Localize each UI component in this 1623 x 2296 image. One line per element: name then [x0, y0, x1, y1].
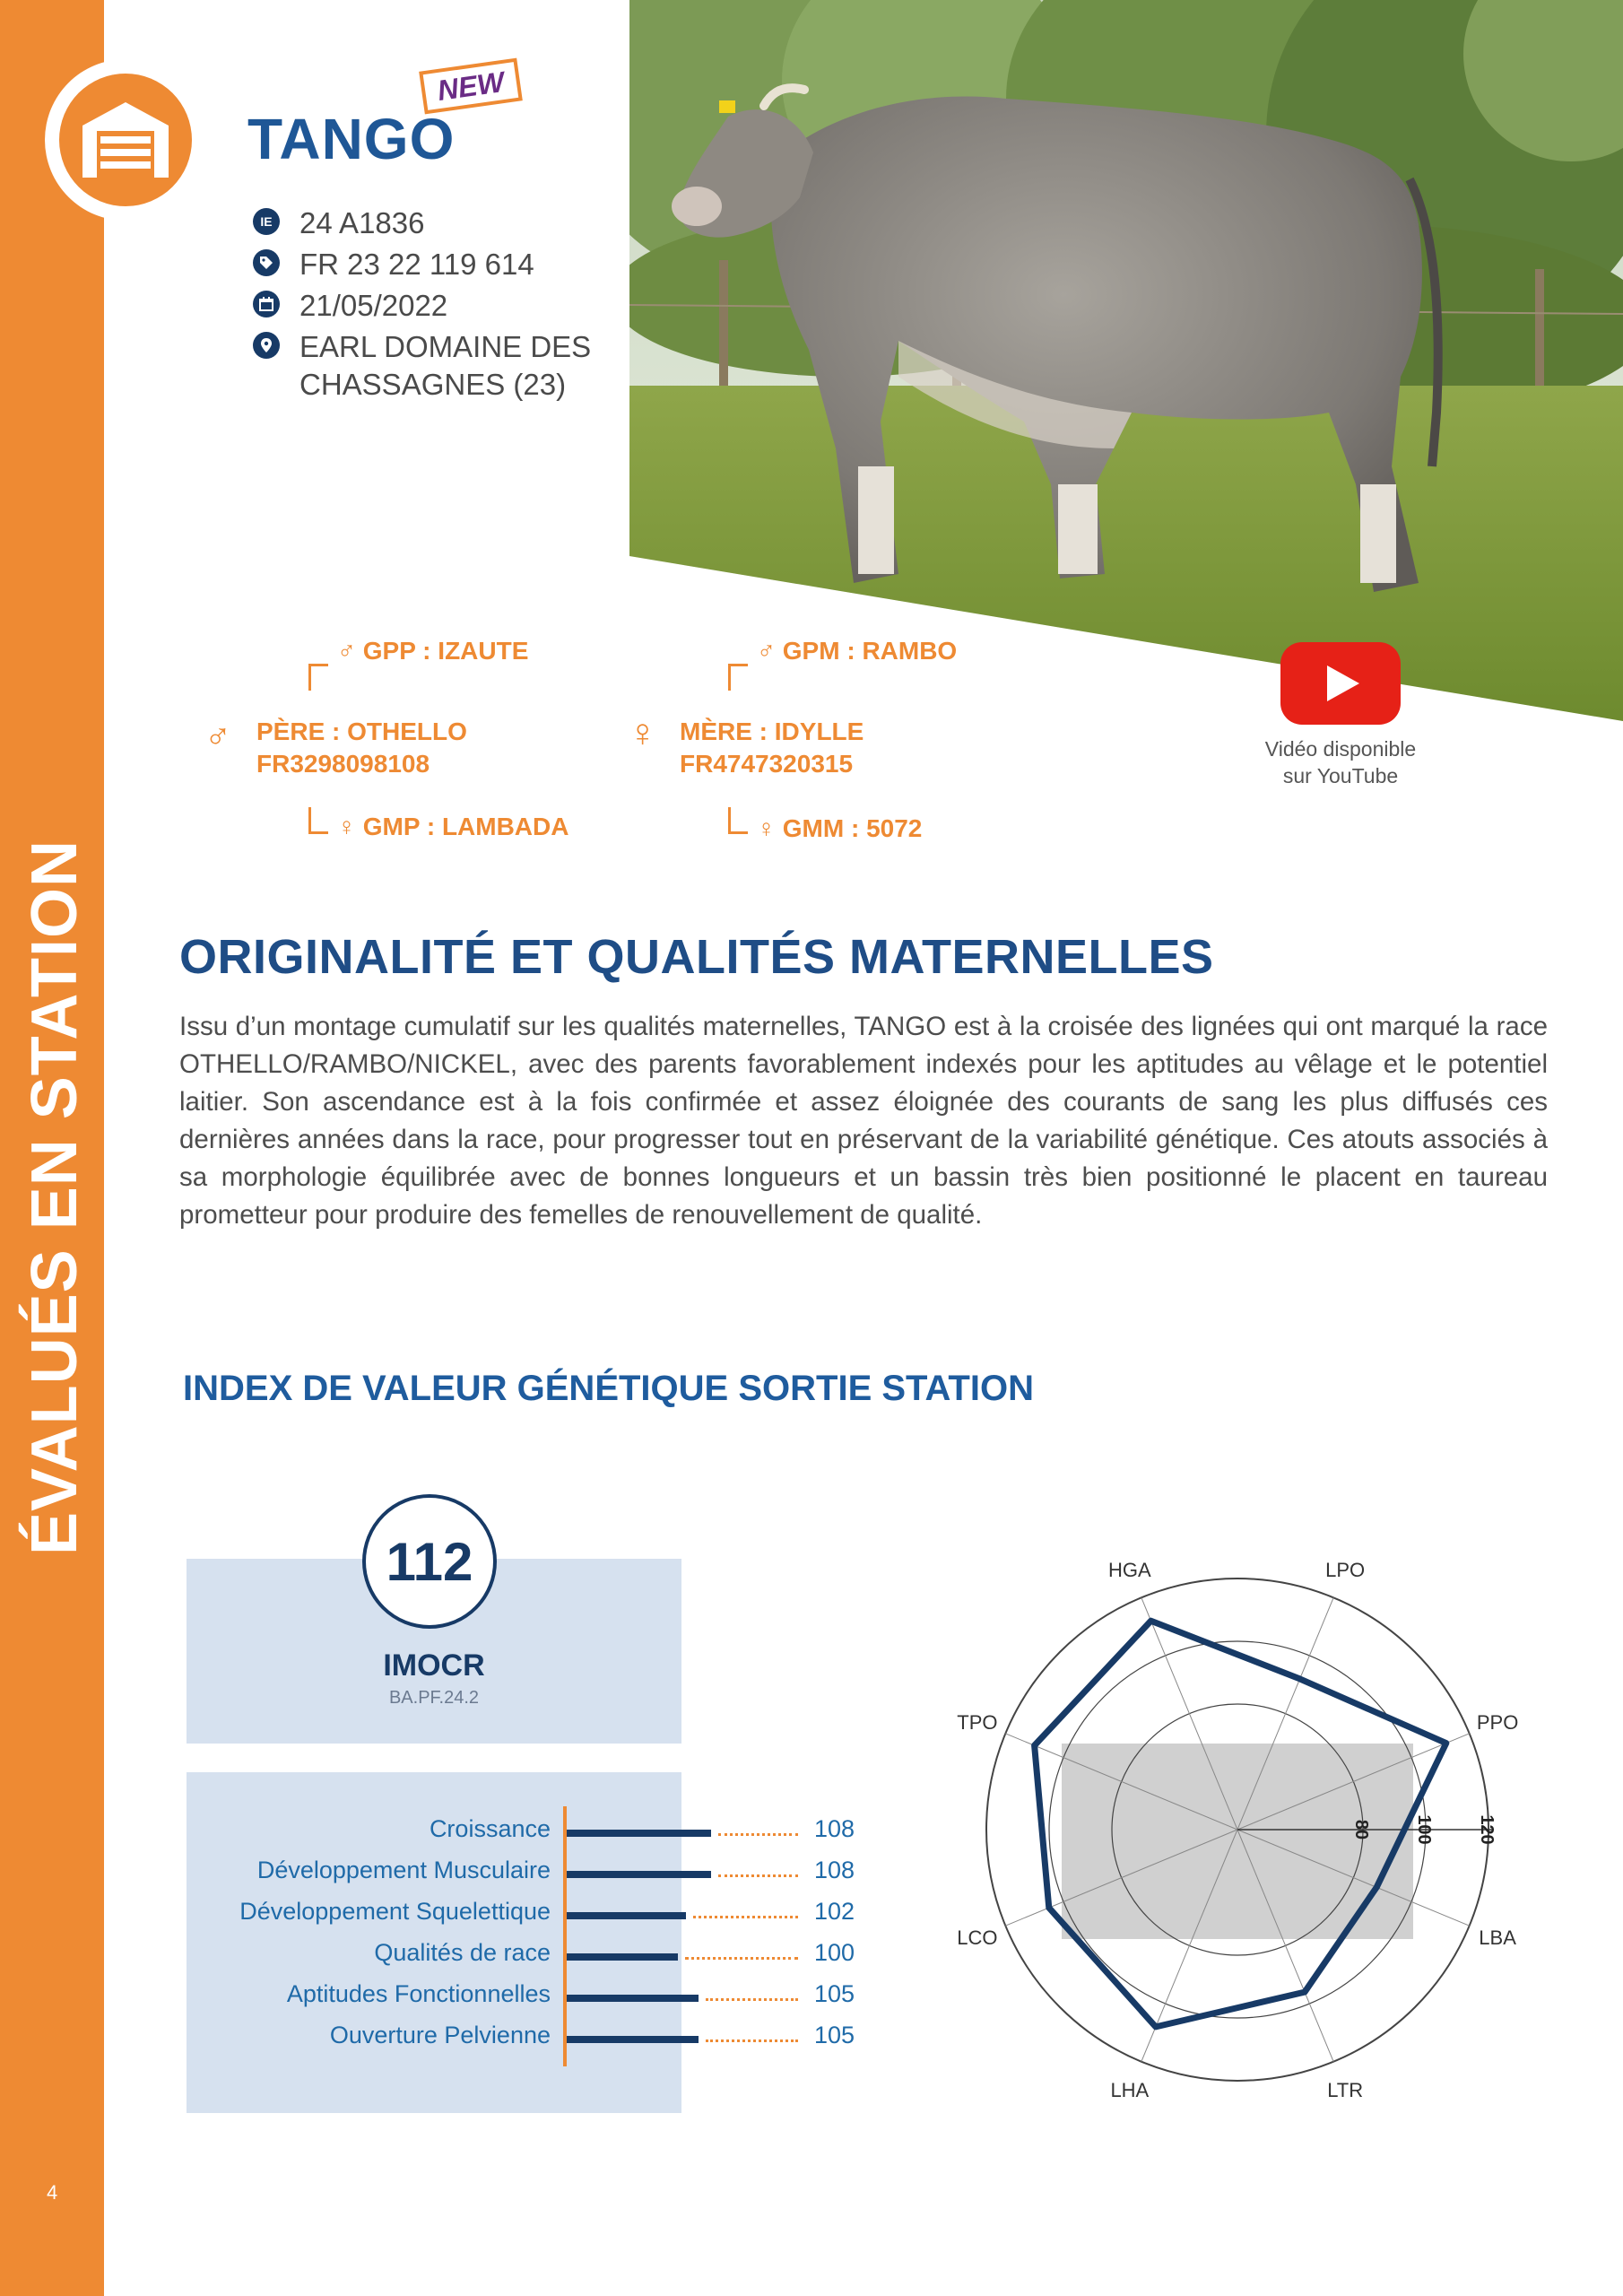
- youtube-play-icon[interactable]: [1280, 642, 1401, 725]
- bar-value: 100: [814, 1939, 855, 1966]
- bar-label: Qualités de race: [374, 1939, 551, 1966]
- radar-axis-label: LPO: [1325, 1558, 1366, 1581]
- female-symbol-icon: ♀: [628, 711, 657, 755]
- father-id: FR3298098108: [256, 750, 430, 778]
- ie-number: 24 A1836: [299, 206, 425, 239]
- index-bar: [567, 1953, 678, 1961]
- imocr-value: 112: [362, 1494, 497, 1629]
- video-caption: Vidéo disponible sur YouTube: [1264, 737, 1417, 787]
- national-id-row: [253, 246, 534, 283]
- radar-ring-label: 120: [1477, 1814, 1497, 1845]
- imocr-sub: BA.PF.24.2: [388, 1688, 480, 1708]
- radar-ring-label: 100: [1414, 1814, 1434, 1845]
- bull-photo: [629, 0, 1623, 726]
- radar-axis-label: LHA: [1110, 2079, 1150, 2102]
- radar-axis-label: LBA: [1479, 1926, 1516, 1950]
- radar-axis-label: TPO: [957, 1710, 998, 1734]
- bar-leader-dots: [706, 2039, 798, 2042]
- gmp-label: ♀ GMP : LAMBADA: [337, 813, 569, 840]
- male-symbol-icon: ♂: [204, 716, 231, 755]
- index-bar: [567, 1995, 699, 2002]
- new-badge: NEW: [419, 58, 523, 115]
- bar-value: 102: [814, 1898, 855, 1925]
- index-title: INDEX DE VALEUR GÉNÉTIQUE SORTIE STATION: [183, 1369, 1034, 1408]
- gmm-label: ♀ GMM : 5072: [757, 814, 923, 842]
- pedigree-bracket: [308, 664, 328, 691]
- section-body: Issu d’un montage cumulatif sur les qualités maternelles, TANGO est à la croisée des lignées qui ont marqué la race OTHELLO/RAMBO/NICKEL, avec des parents favorablement indexés pour les aptitudes au vêlage et le potentiel laitier. Son ascendance est à la fois confirmée et assez éloignée des courants de sang les plus diffusés ces dernières années dans la race, pour progresser tout en préservant de la variabilité génétique. Ces atouts associés à sa morphologie équilibrée avec de bonnes longueurs et un bassin très bien positionné le placent en taureau prometteur pour produire des femelles de renouvellement de qualité.: [179, 1012, 1548, 1230]
- pedigree-bracket: [728, 807, 748, 834]
- bar-value: 105: [814, 2022, 855, 2048]
- bar-leader-dots: [718, 1874, 798, 1877]
- gpm-label: ♂ GPM : RAMBO: [757, 637, 958, 665]
- tag-icon: [253, 249, 280, 276]
- bar-leader-dots: [693, 1916, 798, 1918]
- breeder: EARL DOMAINE DES CHASSAGNES (23): [299, 330, 592, 401]
- bars-axis: [563, 1806, 567, 2066]
- index-bar: [567, 2036, 699, 2043]
- bar-label: Aptitudes Fonctionnelles: [286, 1980, 551, 2007]
- bar-leader-dots: [718, 1833, 798, 1836]
- bar-value: 108: [814, 1815, 855, 1842]
- mother-id: FR4747320315: [680, 750, 854, 778]
- birth-date: 21/05/2022: [299, 289, 448, 322]
- bar-label: Ouverture Pelvienne: [329, 2022, 551, 2048]
- gpp-label: ♂ GPP : IZAUTE: [337, 637, 529, 665]
- radar-chart: [924, 1525, 1551, 2117]
- side-label: ÉVALUÉS EN STATION: [19, 839, 91, 1556]
- calendar-icon: [253, 291, 280, 317]
- national-id: FR 23 22 119 614: [299, 248, 534, 281]
- animal-name: TANGO: [247, 107, 456, 171]
- ie-icon: IE: [253, 208, 280, 235]
- imocr-label: IMOCR: [383, 1648, 485, 1683]
- radar-ring-label: 80: [1351, 1819, 1371, 1840]
- father-name: PÈRE : OTHELLO: [256, 718, 467, 745]
- radar-axis-label: HGA: [1107, 1558, 1151, 1581]
- section-title: ORIGINALITÉ ET QUALITÉS MATERNELLES: [179, 930, 1214, 984]
- radar-axis-label: LCO: [957, 1926, 998, 1950]
- bar-leader-dots: [706, 1998, 798, 2001]
- mother-name: MÈRE : IDYLLE: [680, 718, 864, 745]
- bar-label: Développement Musculaire: [256, 1857, 551, 1883]
- bar-value: 108: [814, 1857, 855, 1883]
- index-bar: [567, 1871, 711, 1878]
- bar-label: Développement Squelettique: [239, 1898, 551, 1925]
- bar-leader-dots: [685, 1957, 798, 1960]
- ie-row: [253, 204, 424, 242]
- barn-garage-icon: [45, 59, 206, 221]
- birth-date-row: [253, 287, 447, 325]
- index-bar: [567, 1912, 686, 1919]
- pedigree-bracket: [728, 664, 748, 691]
- index-bar: [567, 1830, 711, 1837]
- bar-label: Croissance: [429, 1815, 551, 1842]
- bar-value: 105: [814, 1980, 855, 2007]
- map-pin-icon: [253, 332, 280, 359]
- pedigree-bracket: [308, 807, 328, 834]
- radar-axis-label: LTR: [1327, 2079, 1364, 2102]
- page-number: 4: [47, 2181, 58, 2204]
- breeder-row: [253, 328, 591, 404]
- radar-axis-label: PPO: [1476, 1710, 1519, 1734]
